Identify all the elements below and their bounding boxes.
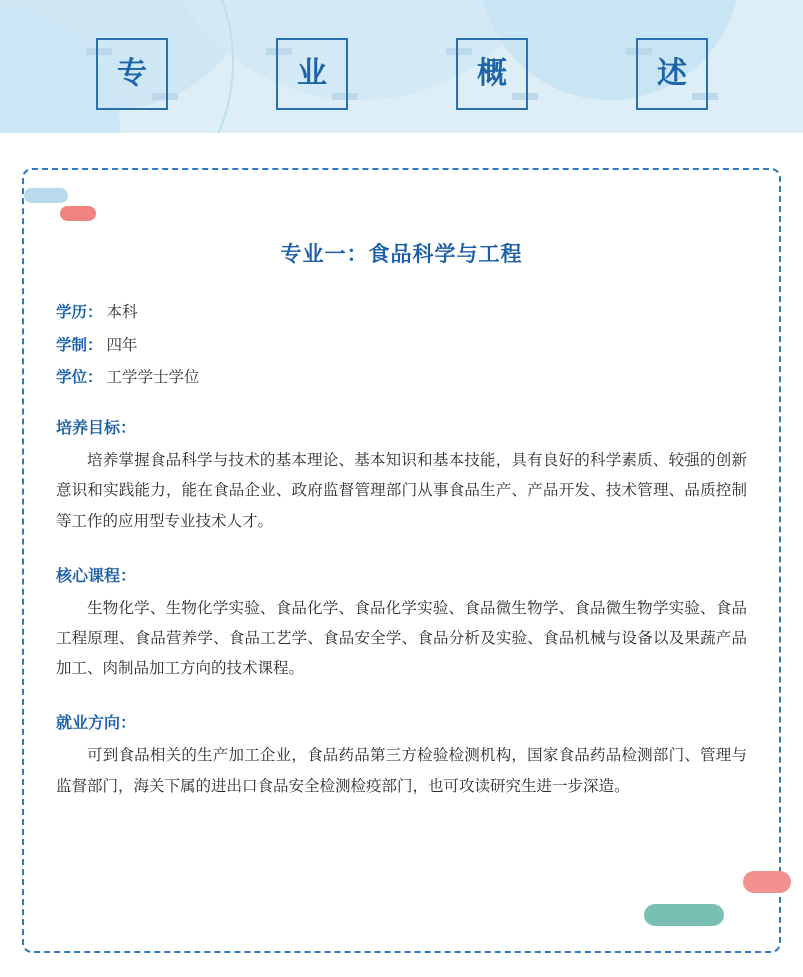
title-char-frame [96, 38, 168, 110]
section-heading: 就业方向： [56, 715, 137, 733]
major-title: 专业一：食品科学与工程 [280, 243, 523, 266]
decorative-pill-blue [24, 188, 68, 203]
section-employment [56, 710, 747, 801]
meta-value: 四年 [106, 336, 138, 354]
title-char-2: 业 [297, 57, 327, 90]
section-heading: 核心课程： [56, 567, 137, 585]
section-body: 生物化学、生物化学实验、食品化学、食品化学实验、食品微生物学、食品微生物学实验、食品工程原理、食品营养学、食品工艺学、食品安全学、食品分析及实验、食品机械与设备以及果蔬产品加工、肉制品加工方向的技术课程。 [56, 599, 747, 678]
title-char-box [276, 38, 348, 110]
title-char-3: 概 [477, 57, 507, 90]
section-training-goal [56, 415, 747, 537]
title-char-frame [456, 38, 528, 110]
title-char-4: 述 [657, 57, 687, 90]
meta-value: 工学学士学位 [106, 369, 200, 387]
section-body: 可到食品相关的生产加工企业，食品药品第三方检验检测机构，国家食品药品检测部门、管理与监督部门，海关下属的进出口食品安全检测检疫部门，也可攻读研究生进一步深造。 [56, 747, 747, 795]
section-core-courses [56, 563, 747, 685]
title-char-box [96, 38, 168, 110]
decorative-pill-red [743, 871, 791, 893]
meta-row-degree-level [56, 302, 747, 324]
decorative-pill-red [60, 206, 96, 221]
page-title [0, 38, 803, 110]
title-char-box [636, 38, 708, 110]
meta-row-degree [56, 367, 747, 389]
section-body: 培养掌握食品科学与技术的基本理论、基本知识和基本技能，具有良好的科学素质、较强的创新意识和实践能力，能在食品企业、政府监督管理部门从事食品生产、产品开发、技术管理、品质控制等工作的应用型专业技术人才。 [56, 452, 747, 530]
section-heading: 培养目标： [56, 420, 137, 438]
meta-label: 学位： [56, 369, 103, 387]
title-char-frame [636, 38, 708, 110]
title-char-1: 专 [117, 57, 147, 90]
meta-row-duration [56, 335, 747, 357]
card-content [56, 222, 747, 802]
meta-label: 学历： [56, 304, 103, 321]
title-char-frame [276, 38, 348, 110]
content-card [22, 168, 781, 953]
meta-label: 学制： [56, 336, 103, 354]
meta-value: 本科 [106, 304, 138, 321]
decorative-pill-green [644, 904, 724, 926]
title-char-box [456, 38, 528, 110]
